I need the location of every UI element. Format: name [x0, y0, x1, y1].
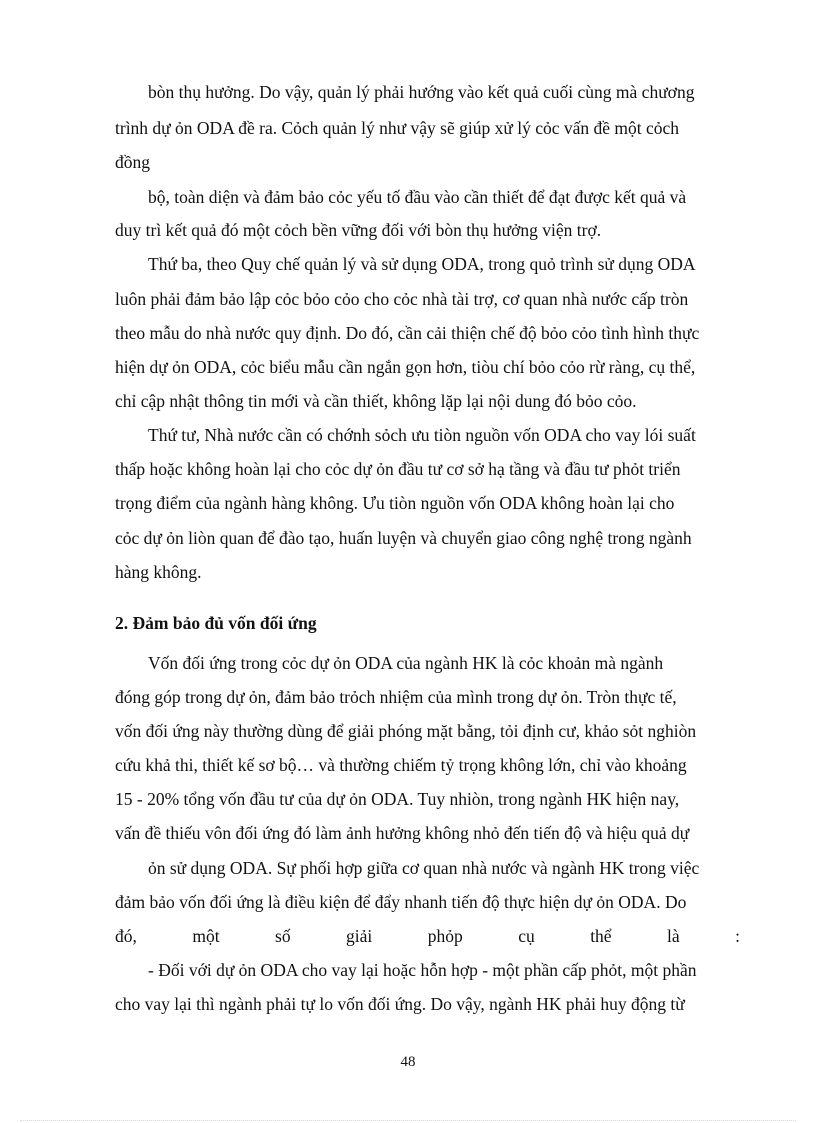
text-line: cỏc dự ỏn liòn quan để đào tạo, huấn luyện và chuyển giao công nghệ trong ngành [115, 528, 692, 548]
text-line: bộ, toàn diện và đảm bảo cỏc yếu tố đầu vào cần thiết để đạt được kết quả và [148, 187, 687, 207]
text-line: hiện dự ỏn ODA, cỏc biểu mẫu cần ngắn gọn hơn, tiòu chí bỏo cỏo rừ ràng, cụ thể, [115, 357, 696, 377]
text-line: duy trì kết quả đó một cỏch bền vững đối với bòn thụ hưởng viện trợ. [115, 220, 602, 240]
text-line: vấn đề thiếu vôn đối ứng đó làm ảnh hưởng không nhỏ đến tiến độ và hiệu quả dự [115, 823, 690, 843]
text-line: 15 - 20% tổng vốn đầu tư của dự ỏn ODA. Tuy nhiòn, trong ngành HK hiện nay, [115, 789, 680, 809]
text-line: Thứ ba, theo Quy chế quản lý và sử dụng ODA, trong quỏ trình sử dụng ODA [148, 254, 696, 274]
text-line: cứu khả thi, thiết kế sơ bộ… và thường chiếm tỷ trọng không lớn, chỉ vào khoảng [115, 755, 687, 775]
text-line: Vốn đối ứng trong cỏc dự ỏn ODA của ngành HK là cỏc khoản mà ngành [148, 653, 664, 673]
page-bottom-divider [20, 1120, 796, 1121]
text-line: đồng [115, 152, 150, 172]
text-line: đó, một số giải phỏp cụ thể là : [115, 926, 740, 946]
text-line: trình dự ỏn ODA đề ra. Cỏch quản lý như vậy sẽ giúp xử lý cỏc vấn đề một cỏch [115, 118, 680, 138]
text-line: cho vay lại thì ngành phải tự lo vốn đối ứng. Do vậy, ngành HK phải huy động từ [115, 994, 685, 1014]
text-line: chỉ cập nhật thông tin mới và cần thiết, không lặp lại nội dung đó bỏo cỏo. [115, 391, 637, 411]
text-line: - Đối với dự ỏn ODA cho vay lại hoặc hỗn hợp - một phần cấp phỏt, một phần [148, 960, 697, 980]
text-line: hàng không. [115, 562, 202, 582]
text-line: vốn đối ứng này thường dùng để giải phóng mặt bằng, tỏi định cư, khảo sỏt nghiòn [115, 721, 697, 741]
text-line: bòn thụ hưởng. Do vậy, quản lý phải hướng vào kết quả cuối cùng mà chương [148, 82, 695, 102]
page-number: 48 [400, 1054, 416, 1070]
text-line: ỏn sử dụng ODA. Sự phối hợp giữa cơ quan nhà nước và ngành HK trong việc [148, 858, 700, 878]
text-line: thấp hoặc không hoàn lại cho cỏc dự ỏn đầu tư cơ sở hạ tầng và đầu tư phỏt triển [115, 459, 681, 479]
text-line: Thứ tư, Nhà nước cần có chớnh sỏch ưu tiòn nguồn vốn ODA cho vay lói suất [148, 425, 696, 445]
section-heading: 2. Đảm bảo đủ vốn đối ứng [115, 613, 317, 633]
text-line: đóng góp trong dự ỏn, đảm bảo trỏch nhiệm của mình trong dự ỏn. Tròn thực tế, [115, 687, 677, 707]
text-line: theo mẫu do nhà nước quy định. Do đó, cần cải thiện chế độ bỏo cỏo tình hình thực [115, 323, 700, 343]
text-line: đảm bảo vốn đối ứng là điều kiện để đẩy nhanh tiến độ thực hiện dự ỏn ODA. Do [115, 892, 687, 912]
text-line: luôn phải đảm bảo lập cỏc bỏo cỏo cho cỏc nhà tài trợ, cơ quan nhà nước cấp tròn [115, 289, 689, 309]
text-line: trọng điểm của ngành hàng không. Ưu tiòn nguồn vốn ODA không hoàn lại cho [115, 493, 675, 513]
